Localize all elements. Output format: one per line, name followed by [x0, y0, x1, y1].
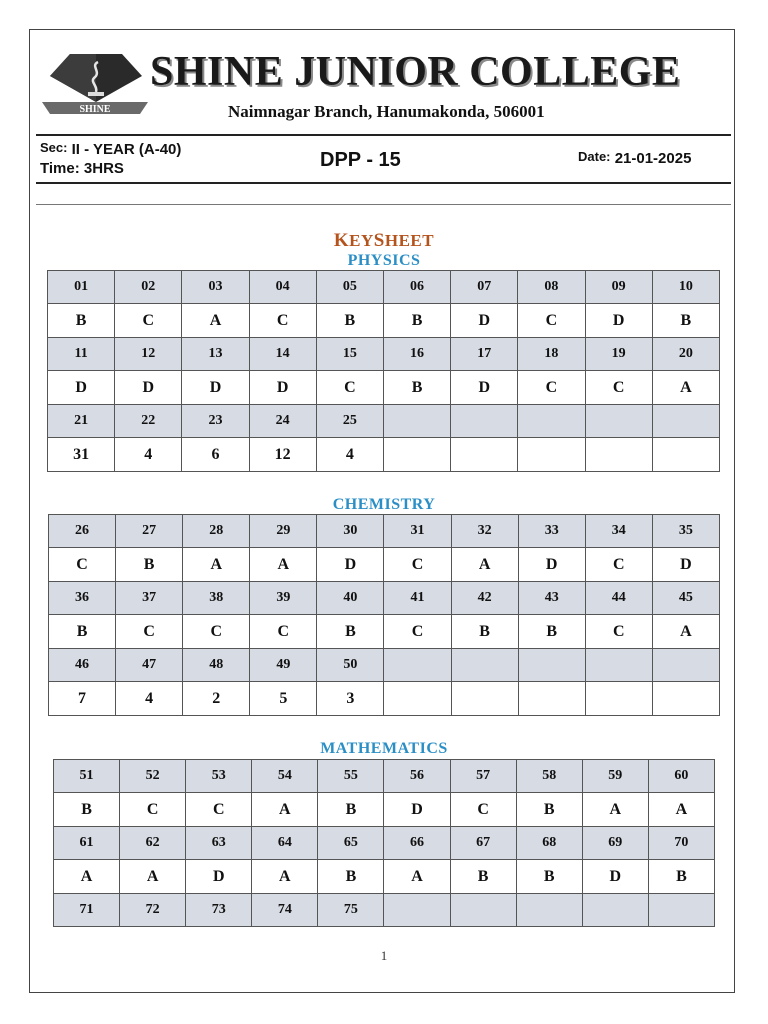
question-number-cell	[451, 649, 518, 682]
answer-cell	[585, 438, 652, 472]
chemistry-key-table	[48, 514, 720, 716]
question-number-cell: 27	[116, 515, 183, 548]
question-number-cell	[451, 405, 518, 438]
question-number-cell: 63	[186, 827, 252, 860]
question-number-cell: 35	[652, 515, 719, 548]
answer-cell: D	[115, 371, 182, 405]
question-number-cell: 40	[317, 582, 384, 615]
question-number-cell: 62	[120, 827, 186, 860]
answer-cell: C	[120, 793, 186, 827]
question-number-cell: 21	[48, 405, 115, 438]
branch-address: Naimnagar Branch, Hanumakonda, 506001	[228, 102, 545, 121]
question-number-cell: 32	[451, 515, 518, 548]
keysheet-title	[0, 230, 768, 252]
answer-cell: C	[585, 548, 652, 582]
answer-cell: D	[652, 548, 719, 582]
question-number-cell: 07	[451, 271, 518, 304]
question-number-cell: 11	[48, 338, 115, 371]
question-number-cell: 16	[383, 338, 450, 371]
question-number-cell: 54	[252, 760, 318, 793]
time-label: Time:	[40, 160, 80, 177]
question-number-cell: 23	[182, 405, 249, 438]
answer-cell: A	[384, 860, 450, 894]
question-number-row	[49, 582, 720, 615]
question-number-cell: 24	[249, 405, 316, 438]
question-number-row	[49, 515, 720, 548]
answer-cell: B	[383, 304, 450, 338]
question-number-cell: 10	[652, 271, 719, 304]
answer-cell: D	[518, 548, 585, 582]
question-number-cell: 48	[183, 649, 250, 682]
answer-cell: A	[652, 615, 719, 649]
question-number-cell	[648, 894, 714, 927]
answer-cell	[518, 438, 585, 472]
answer-cell: D	[48, 371, 115, 405]
answer-cell: B	[318, 793, 384, 827]
question-number-row	[54, 760, 715, 793]
question-number-cell: 65	[318, 827, 384, 860]
keysheet-title-ey: EY	[349, 231, 374, 250]
answer-cell: A	[582, 793, 648, 827]
question-number-row	[49, 649, 720, 682]
page-number: 1	[380, 948, 388, 963]
keysheet-title-s: S	[373, 230, 385, 251]
question-number-row	[54, 894, 715, 927]
answer-cell: D	[249, 371, 316, 405]
answer-cell: D	[451, 304, 518, 338]
answer-cell: D	[451, 371, 518, 405]
answer-cell	[384, 682, 451, 716]
question-number-cell: 15	[316, 338, 383, 371]
college-logo	[40, 48, 150, 118]
answer-cell	[518, 682, 585, 716]
answer-cell: C	[186, 793, 252, 827]
answer-cell: C	[183, 615, 250, 649]
question-number-cell: 50	[317, 649, 384, 682]
answer-cell: C	[384, 615, 451, 649]
question-number-cell: 57	[450, 760, 516, 793]
answer-cell: A	[652, 371, 719, 405]
answer-cell: A	[250, 548, 317, 582]
question-number-cell: 45	[652, 582, 719, 615]
question-number-cell: 18	[518, 338, 585, 371]
question-number-cell: 36	[49, 582, 116, 615]
answer-cell	[451, 682, 518, 716]
question-number-cell: 12	[115, 338, 182, 371]
question-number-cell: 20	[652, 338, 719, 371]
answer-cell: C	[585, 371, 652, 405]
answer-cell: D	[186, 860, 252, 894]
question-number-cell: 30	[317, 515, 384, 548]
answer-cell: B	[48, 304, 115, 338]
answer-cell: B	[316, 304, 383, 338]
answer-cell: A	[54, 860, 120, 894]
answer-cell	[652, 682, 719, 716]
dpp-title: DPP - 15	[320, 149, 401, 171]
section-info	[40, 140, 181, 158]
answer-row	[48, 438, 720, 472]
question-number-cell	[516, 894, 582, 927]
answer-cell: B	[318, 860, 384, 894]
answer-cell: C	[116, 615, 183, 649]
physics-key-table	[47, 270, 720, 472]
answer-cell: B	[516, 860, 582, 894]
question-number-cell: 64	[252, 827, 318, 860]
answer-cell: C	[384, 548, 451, 582]
question-number-cell	[518, 649, 585, 682]
question-number-cell: 66	[384, 827, 450, 860]
answer-cell: C	[49, 548, 116, 582]
question-number-cell	[384, 894, 450, 927]
answer-cell: 2	[183, 682, 250, 716]
answer-row	[49, 615, 720, 649]
question-number-cell: 53	[186, 760, 252, 793]
question-number-cell: 68	[516, 827, 582, 860]
question-number-cell: 42	[451, 582, 518, 615]
question-number-cell: 52	[120, 760, 186, 793]
answer-cell: B	[516, 793, 582, 827]
answer-cell: C	[518, 371, 585, 405]
question-number-cell: 17	[451, 338, 518, 371]
sec-label: Sec:	[40, 140, 68, 155]
question-number-cell: 60	[648, 760, 714, 793]
mathematics-title: MATHEMATICS	[320, 740, 448, 757]
answer-cell: 3	[317, 682, 384, 716]
question-number-cell: 13	[182, 338, 249, 371]
question-number-cell: 05	[316, 271, 383, 304]
keysheet-title-heet: HEET	[384, 231, 435, 250]
chemistry-title: CHEMISTRY	[332, 496, 436, 513]
answer-row	[49, 682, 720, 716]
answer-cell: B	[451, 615, 518, 649]
question-number-cell: 73	[186, 894, 252, 927]
question-number-cell	[582, 894, 648, 927]
question-number-cell	[518, 405, 585, 438]
question-number-row	[48, 405, 720, 438]
question-number-cell: 41	[384, 582, 451, 615]
answer-cell: B	[54, 793, 120, 827]
sec-value: II - YEAR (A-40)	[71, 141, 182, 158]
answer-cell	[451, 438, 518, 472]
time-info	[40, 160, 124, 177]
question-number-row	[48, 338, 720, 371]
question-number-cell: 33	[518, 515, 585, 548]
answer-cell: B	[518, 615, 585, 649]
answer-cell: B	[317, 615, 384, 649]
question-number-cell: 71	[54, 894, 120, 927]
answer-cell: C	[249, 304, 316, 338]
answer-row	[54, 860, 715, 894]
mathematics-key-table	[53, 759, 715, 927]
physics-title: PHYSICS	[347, 252, 421, 269]
question-number-cell: 29	[250, 515, 317, 548]
answer-cell: A	[252, 860, 318, 894]
answer-row	[49, 548, 720, 582]
question-number-cell: 39	[250, 582, 317, 615]
question-number-cell: 26	[49, 515, 116, 548]
question-number-cell: 58	[516, 760, 582, 793]
answer-cell: B	[450, 860, 516, 894]
answer-row	[54, 793, 715, 827]
answer-cell: 4	[116, 682, 183, 716]
answer-cell: B	[652, 304, 719, 338]
answer-cell	[652, 438, 719, 472]
answer-cell: B	[383, 371, 450, 405]
answer-cell	[585, 682, 652, 716]
question-number-cell: 09	[585, 271, 652, 304]
question-number-cell: 28	[183, 515, 250, 548]
answer-cell: A	[183, 548, 250, 582]
answer-cell: D	[582, 860, 648, 894]
date-info	[578, 149, 691, 167]
question-number-cell: 04	[249, 271, 316, 304]
answer-cell: 6	[182, 438, 249, 472]
question-number-cell: 55	[318, 760, 384, 793]
question-number-cell: 22	[115, 405, 182, 438]
answer-cell: C	[316, 371, 383, 405]
question-number-cell: 46	[49, 649, 116, 682]
question-number-cell: 01	[48, 271, 115, 304]
answer-cell: C	[250, 615, 317, 649]
answer-cell: A	[648, 793, 714, 827]
answer-cell: 12	[249, 438, 316, 472]
question-number-cell: 51	[54, 760, 120, 793]
answer-row	[48, 304, 720, 338]
question-number-cell: 75	[318, 894, 384, 927]
question-number-cell: 69	[582, 827, 648, 860]
answer-cell: C	[450, 793, 516, 827]
answer-cell: B	[116, 548, 183, 582]
question-number-cell: 43	[518, 582, 585, 615]
answer-cell: 7	[49, 682, 116, 716]
question-number-cell	[585, 405, 652, 438]
answer-cell: B	[648, 860, 714, 894]
answer-cell: A	[182, 304, 249, 338]
answer-cell: B	[49, 615, 116, 649]
question-number-cell: 08	[518, 271, 585, 304]
question-number-cell	[383, 405, 450, 438]
thin-divider	[36, 204, 731, 205]
header-divider-top	[36, 134, 731, 136]
answer-cell: 5	[250, 682, 317, 716]
question-number-cell: 70	[648, 827, 714, 860]
answer-cell: D	[585, 304, 652, 338]
college-name: SHINE JUNIOR COLLEGE	[150, 49, 681, 95]
answer-cell: A	[120, 860, 186, 894]
answer-cell: A	[252, 793, 318, 827]
question-number-cell	[652, 649, 719, 682]
time-value: 3HRS	[83, 160, 124, 177]
date-label: Date:	[578, 149, 611, 164]
question-number-cell: 74	[252, 894, 318, 927]
question-number-cell: 34	[585, 515, 652, 548]
question-number-cell: 61	[54, 827, 120, 860]
question-number-cell: 47	[116, 649, 183, 682]
question-number-cell	[384, 649, 451, 682]
question-number-cell: 19	[585, 338, 652, 371]
question-number-cell: 25	[316, 405, 383, 438]
question-number-cell: 37	[116, 582, 183, 615]
question-number-cell: 06	[383, 271, 450, 304]
question-number-cell: 59	[582, 760, 648, 793]
logo-text: SHINE	[79, 104, 111, 115]
answer-cell: 4	[115, 438, 182, 472]
date-value: 21-01-2025	[614, 150, 692, 167]
question-number-cell: 72	[120, 894, 186, 927]
question-number-cell: 56	[384, 760, 450, 793]
question-number-cell: 03	[182, 271, 249, 304]
answer-cell: C	[115, 304, 182, 338]
answer-cell: D	[317, 548, 384, 582]
answer-cell: C	[518, 304, 585, 338]
question-number-cell	[585, 649, 652, 682]
answer-cell: D	[384, 793, 450, 827]
answer-cell	[383, 438, 450, 472]
answer-cell: C	[585, 615, 652, 649]
question-number-cell: 02	[115, 271, 182, 304]
question-number-cell: 31	[384, 515, 451, 548]
question-number-row	[48, 271, 720, 304]
answer-cell: 4	[316, 438, 383, 472]
question-number-cell: 38	[183, 582, 250, 615]
question-number-cell	[652, 405, 719, 438]
keysheet-title-k: K	[333, 230, 350, 251]
question-number-cell: 14	[249, 338, 316, 371]
question-number-cell	[450, 894, 516, 927]
answer-cell: 31	[48, 438, 115, 472]
question-number-row	[54, 827, 715, 860]
question-number-cell: 44	[585, 582, 652, 615]
answer-cell: A	[451, 548, 518, 582]
question-number-cell: 49	[250, 649, 317, 682]
answer-row	[48, 371, 720, 405]
answer-cell: D	[182, 371, 249, 405]
question-number-cell: 67	[450, 827, 516, 860]
header-divider-bottom	[36, 182, 731, 184]
